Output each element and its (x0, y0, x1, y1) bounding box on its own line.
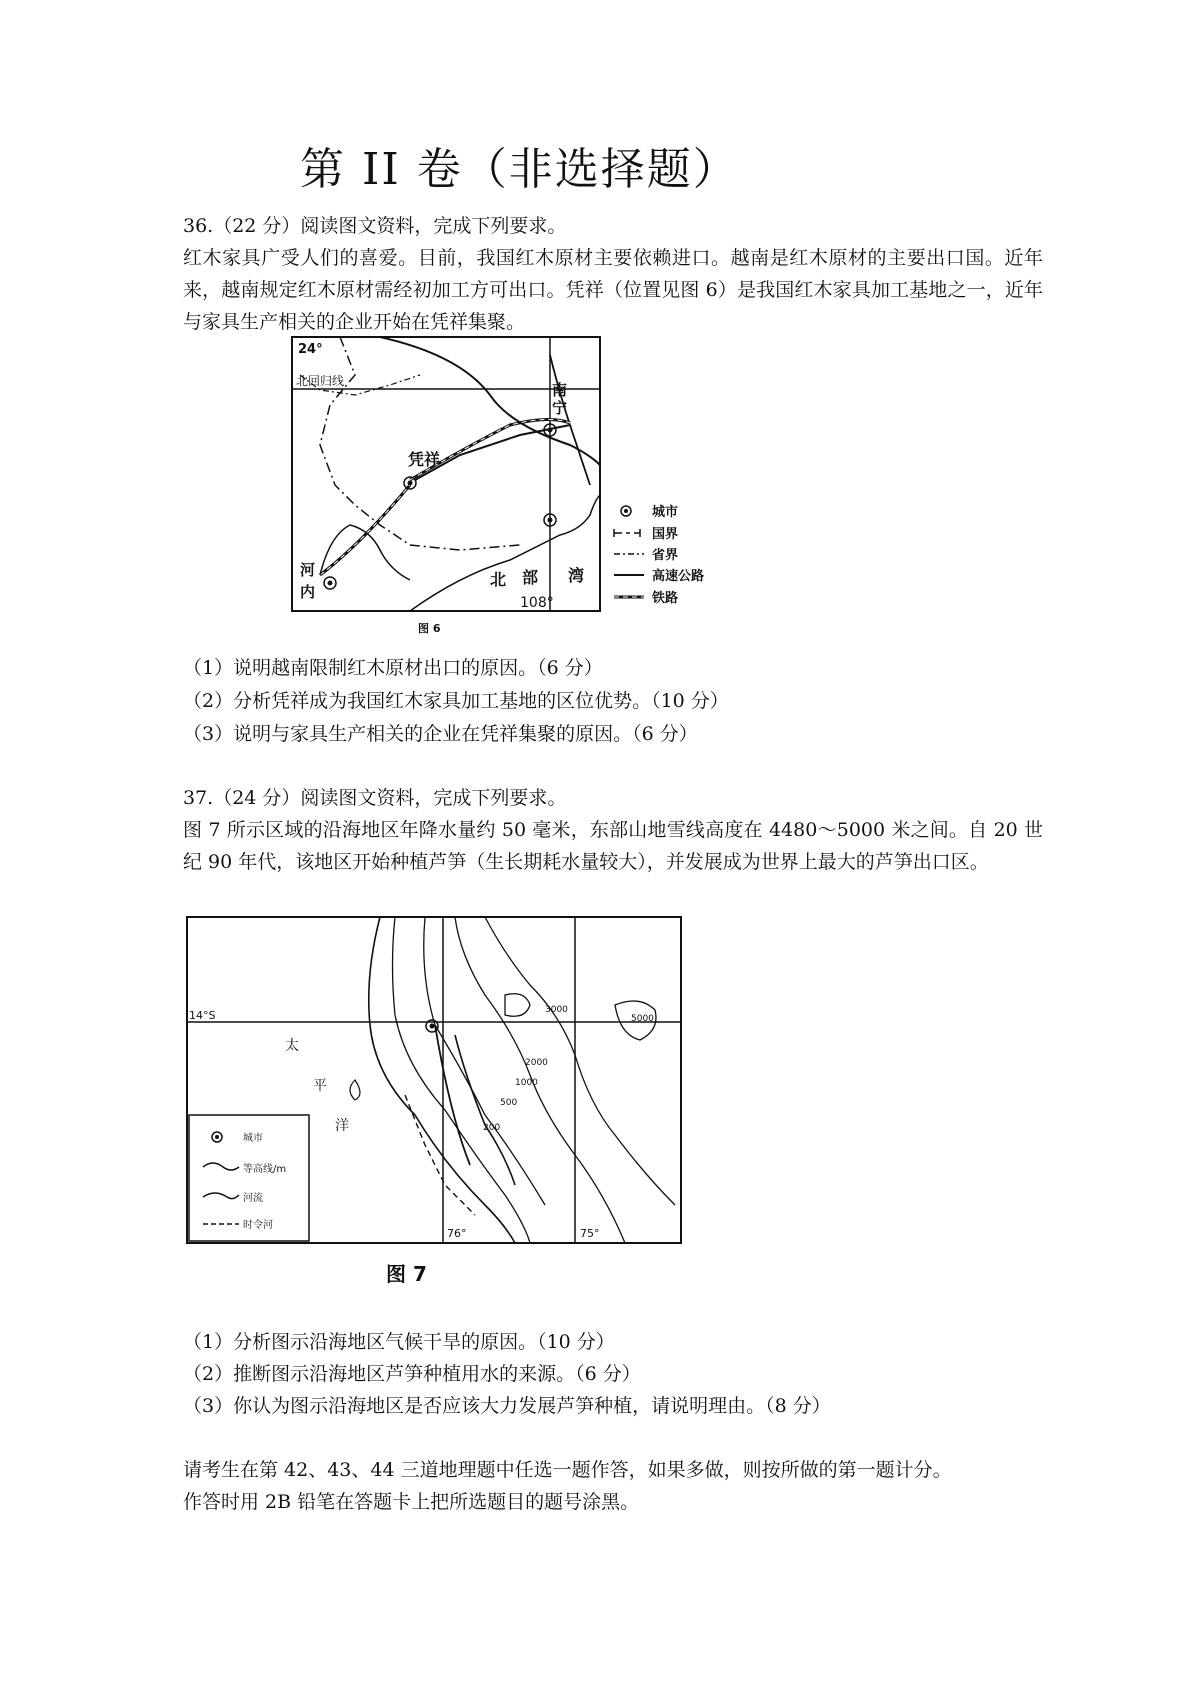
map7-contour-3000: 3000 (545, 1005, 568, 1015)
map7-contour-2000: 2000 (525, 1058, 548, 1068)
map6-legend-border: 国界 (652, 527, 679, 542)
map7-lat-label: 14°S (189, 1009, 216, 1022)
q36-question-2: （2）分析凭祥成为我国红木家具加工基地的区位优势。（10 分） (183, 690, 729, 712)
figure-7-map (185, 915, 685, 1245)
map7-contour-200: 200 (483, 1123, 501, 1133)
map6-pingxiang: 凭祥 (408, 450, 441, 469)
q36-question-3: （3）说明与家具生产相关的企业在凭祥集聚的原因。（6 分） (183, 723, 698, 745)
map7-lon2-label: 75° (580, 1227, 600, 1240)
q37-body: 图 7 所示区域的沿海地区年降水量约 50 毫米，东部山地雪线高度在 4480～5000 米之间。自 20 世纪 90 年代，该地区开始种植芦笋（生长期耗水量较大），并发展成为世界上最大的芦笋出口区。 (183, 819, 1043, 873)
map7-ocean-1: 太 (285, 1038, 299, 1054)
figure-6-caption: 图 6 (418, 622, 441, 635)
map7-legend-seasonal: 时令河 (243, 1220, 273, 1231)
q37-question-1: （1）分析图示沿海地区气候干旱的原因。（10 分） (183, 1331, 615, 1353)
map6-beibu-3: 湾 (568, 566, 585, 585)
note-line-2: 作答时用 2B 铅笔在答题卡上把所选题目的题号涂黑。 (183, 1491, 640, 1513)
map7-contour-500: 500 (500, 1098, 518, 1108)
map6-beibu-1: 北 (490, 570, 507, 589)
q36-header: 36.（22 分）阅读图文资料，完成下列要求。 (183, 215, 567, 237)
map6-lon-label: 108° (520, 595, 554, 611)
map7-ocean-3: 洋 (335, 1118, 349, 1134)
q37-question-2: （2）推断图示沿海地区芦笋种植用水的来源。（6 分） (183, 1363, 641, 1385)
figure-7-caption: 图 7 (386, 1262, 427, 1286)
map6-hanoi-2: 内 (300, 583, 316, 601)
q37-header: 37.（24 分）阅读图文资料，完成下列要求。 (183, 787, 567, 809)
q36-body: 红木家具广受人们的喜爱。目前，我国红木原材主要依赖进口。越南是红木原材的主要出口国。近年来，越南规定红木原材需经初加工方可出口。凭祥（位置见图 6）是我国红木家具加工基地之一，近年与家具生产相关的企业开始在凭祥集聚。 (183, 247, 1043, 333)
map6-nanning-1: 南 (552, 381, 568, 399)
map7-contour-5000: 5000 (631, 1014, 654, 1024)
map6-beibu-2: 部 (522, 568, 539, 587)
map6-legend-city: 城市 (652, 505, 679, 520)
note-line-1: 请考生在第 42、43、44 三道地理题中任选一题作答，如果多做，则按所做的第一题计分。 (183, 1459, 952, 1481)
map7-contour-1000: 1000 (515, 1078, 538, 1088)
map7-ocean-2: 平 (313, 1078, 327, 1094)
map6-legend-railway: 铁路 (652, 591, 679, 606)
map6-lat-label: 24° (298, 342, 323, 357)
map6-legend-highway: 高速公路 (652, 569, 705, 584)
map7-legend-contour: 等高线/m (243, 1164, 287, 1175)
map7-lon1-label: 76° (447, 1227, 467, 1240)
map6-tropic-label: 北回归线 (296, 374, 345, 388)
section-title: 第 II 卷（非选择题） (300, 144, 739, 195)
map7-legend-city: 城市 (243, 1133, 263, 1144)
q36-question-1: （1）说明越南限制红木原材出口的原因。（6 分） (183, 657, 603, 679)
map6-hanoi-1: 河 (300, 561, 316, 579)
figure-6-map (260, 335, 730, 645)
map7-legend-river: 河流 (243, 1193, 263, 1204)
map6-nanning-2: 宁 (552, 399, 568, 417)
q37-question-3: （3）你认为图示沿海地区是否应该大力发展芦笋种植，请说明理由。（8 分） (183, 1395, 831, 1417)
map6-legend-province: 省界 (652, 548, 679, 563)
